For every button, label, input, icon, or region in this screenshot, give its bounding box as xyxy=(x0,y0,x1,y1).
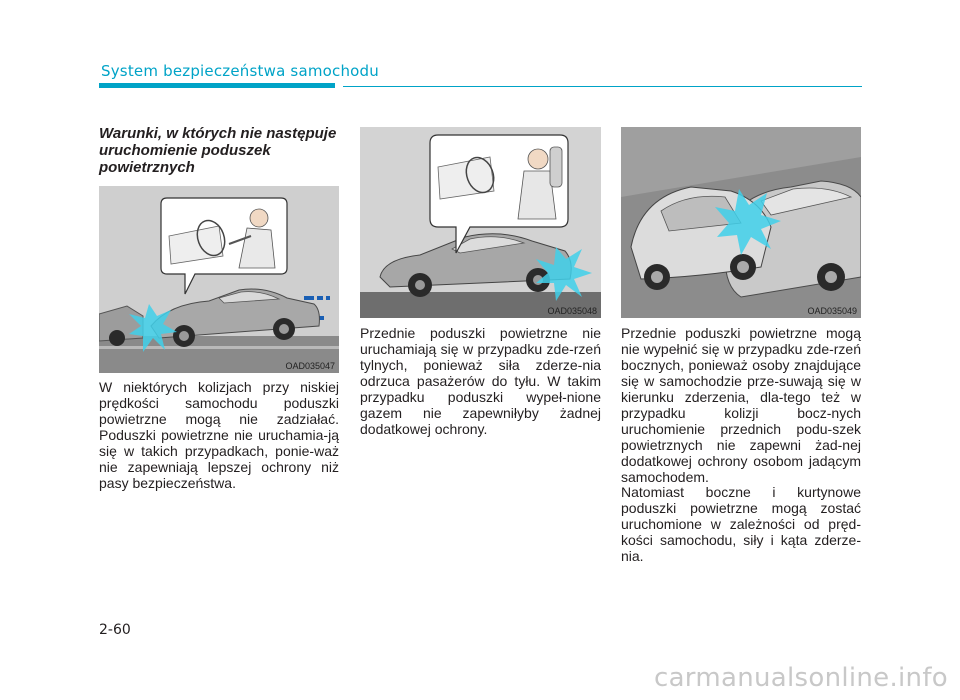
side-collision-illustration xyxy=(621,127,861,318)
low-speed-collision-illustration xyxy=(99,186,339,373)
watermark: carmanualsonline.info xyxy=(653,663,948,693)
figure-rear-collision xyxy=(360,127,601,318)
column-1-paragraph: W niektórych kolizjach przy niskiej prędkości samochodu poduszki powietrzne mogą nie zadziałać. Poduszki powietrzne nie uruchamia-ją się w takich przypadkach, ponie-waż nie zapewniają lepszej ochrony niż pasy bezpieczeństwa. xyxy=(99,379,339,491)
header-rule-thin xyxy=(343,86,862,87)
figure-side-collision xyxy=(621,127,861,318)
page-number: 2-60 xyxy=(99,622,131,638)
figure-code: OAD035047 xyxy=(285,361,335,371)
column-3-paragraph-2: Natomiast boczne i kurtynowe poduszki powietrzne mogą zostać uruchomione w zależności od pręd-kości samochodu, siły i kąta zderze-nia. xyxy=(621,484,861,564)
column-3-paragraph-1: Przednie poduszki powietrzne mogą nie wypełnić się w przypadku zde-rzeń bocznych, ponieważ osoby znajdujące się w samochodzie prze-suwają się w kierunku zderzenia, dla-tego też w przypadku kolizji bocz-nych uruchomienie przednich podu-szek powietrznych nie zapewni żad-nej dodatkowej ochrony osobom jadącym samochodem. xyxy=(621,325,861,485)
rear-collision-illustration xyxy=(360,127,601,318)
section-title: Warunki, w których nie następuje uruchomienie poduszek powietrznych xyxy=(99,125,337,176)
figure-code: OAD035049 xyxy=(807,306,857,316)
column-2-paragraph: Przednie poduszki powietrzne nie uruchamiają się w przypadku zde-rzeń tylnych, ponieważ siła zderze-nia odrzuca pasażerów do tyłu. W takim przypadku poduszki wypeł-nione gazem nie zapewniłyby żadnej dodatkowej ochrony. xyxy=(360,325,601,437)
header-rule-thick xyxy=(99,83,335,88)
figure-low-speed-collision xyxy=(99,186,339,373)
section-header: System bezpieczeństwa samochodu xyxy=(101,62,379,80)
figure-code: OAD035048 xyxy=(547,306,597,316)
